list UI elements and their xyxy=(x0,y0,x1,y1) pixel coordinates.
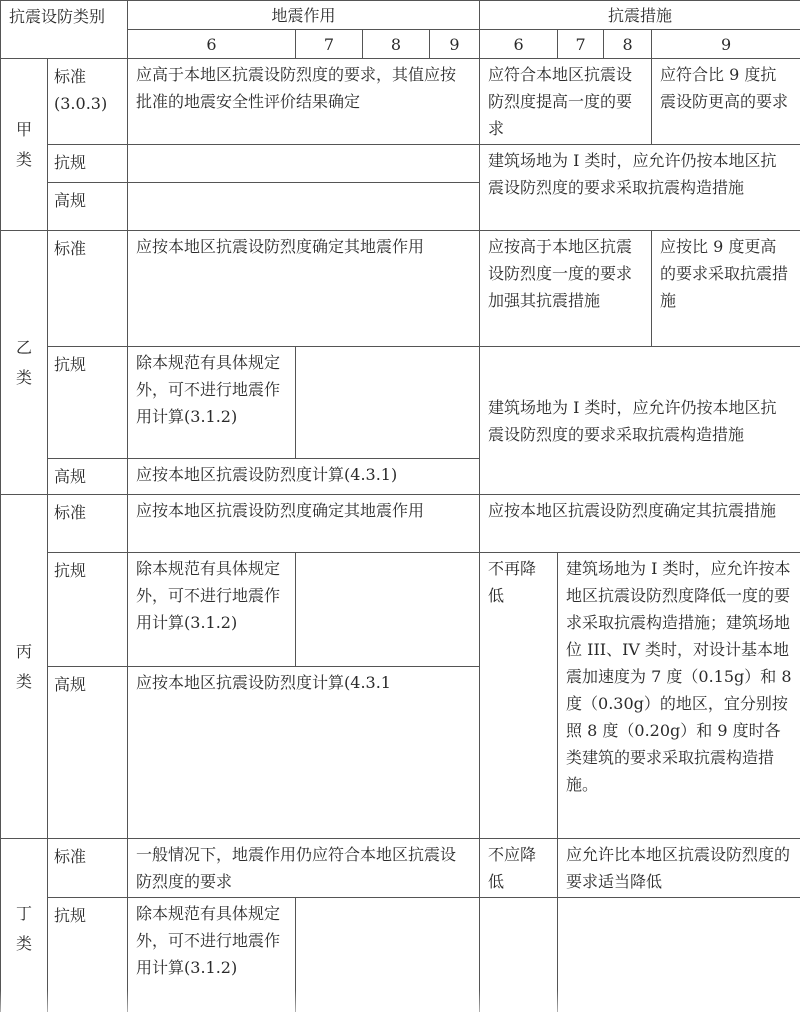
header-measure-9: 9 xyxy=(652,30,800,59)
ding-standard-action: 一般情况下，地震作用仍应符合本地区抗震设防烈度的要求 xyxy=(128,839,480,898)
jia-standard-measure-678: 应符合本地区抗震设防烈度提高一度的要求 xyxy=(480,59,652,145)
header-category: 抗震设防类别 xyxy=(1,1,128,59)
category-yi: 乙类 xyxy=(1,231,48,495)
header-action-7: 7 xyxy=(296,30,363,59)
jia-gaogui-action xyxy=(128,183,480,231)
yi-measure-site-class: 建筑场地为 I 类时，应允许仍按本地区抗震设防烈度的要求采取抗震构造措施 xyxy=(480,347,800,495)
bing-standard-measure: 应按本地区抗震设防烈度确定其抗震措施 xyxy=(480,495,800,553)
jia-gaogui-label: 高规 xyxy=(48,183,128,231)
category-ding: 丁类 xyxy=(1,839,48,1012)
jia-measure-site-class: 建筑场地为 I 类时，应允许仍按本地区抗震设防烈度的要求采取抗震构造措施 xyxy=(480,145,800,231)
bing-gaogui-label: 高规 xyxy=(48,667,128,839)
bing-kangui-label: 抗规 xyxy=(48,553,128,667)
yi-kangui-action: 除本规范有具体规定外，可不进行地震作用计算(3.1.2) xyxy=(128,347,296,459)
header-measure-6: 6 xyxy=(480,30,558,59)
header-action-6: 6 xyxy=(128,30,296,59)
yi-standard-action: 应按本地区抗震设防烈度确定其地震作用 xyxy=(128,231,480,347)
ding-measure-789: 应允许比本地区抗震设防烈度的要求适当降低 xyxy=(558,839,800,898)
bing-measure-6: 不再降低 xyxy=(480,553,558,839)
yi-gaogui-label: 高规 xyxy=(48,459,128,495)
header-seismic-measures: 抗震措施 xyxy=(480,1,800,30)
category-jia: 甲类 xyxy=(1,59,48,231)
header-measure-7: 7 xyxy=(558,30,604,59)
jia-kangui-action xyxy=(128,145,480,183)
yi-gaogui-action: 应按本地区抗震设防烈度计算(4.3.1) xyxy=(128,459,480,495)
yi-kangui-empty xyxy=(296,347,480,459)
ding-kangui-action: 除本规范有具体规定外，可不进行地震作用计算(3.1.2) xyxy=(128,898,296,1012)
bing-gaogui-action: 应按本地区抗震设防烈度计算(4.3.1 xyxy=(128,667,480,839)
yi-standard-measure-9: 应按比 9 度更高的要求采取抗震措施 xyxy=(652,231,800,347)
ding-standard-label: 标准 xyxy=(48,839,128,898)
bing-standard-action: 应按本地区抗震设防烈度确定其地震作用 xyxy=(128,495,480,553)
bing-kangui-action: 除本规范有具体规定外，可不进行地震作用计算(3.1.2) xyxy=(128,553,296,667)
header-action-8: 8 xyxy=(363,30,430,59)
bing-measure-789: 建筑场地为 I 类时，应允许按本地区抗震设防烈度降低一度的要求采取抗震构造措施；建筑场地位 III、IV 类时，对设计基本地震加速度为 7 度（0.15g）和 8 度（0.30g）的地区，宜分别按照 8 度（0.20g）和 9 度时各类建筑的要求采取抗震构造措施。 xyxy=(558,553,800,839)
ding-measure-6: 不应降低 xyxy=(480,839,558,898)
header-measure-8: 8 xyxy=(604,30,652,59)
jia-kangui-label: 抗规 xyxy=(48,145,128,183)
ding-kangui-label: 抗规 xyxy=(48,898,128,1012)
bing-standard-label: 标准 xyxy=(48,495,128,553)
header-seismic-action: 地震作用 xyxy=(128,1,480,30)
jia-standard-action: 应高于本地区抗震设防烈度的要求，其值应按批准的地震安全性评价结果确定 xyxy=(128,59,480,145)
yi-standard-label: 标准 xyxy=(48,231,128,347)
header-action-9: 9 xyxy=(430,30,480,59)
jia-standard-label: 标准 (3.0.3) xyxy=(48,59,128,145)
yi-kangui-label: 抗规 xyxy=(48,347,128,459)
bottom-fade xyxy=(0,990,800,1012)
yi-standard-measure-678: 应按高于本地区抗震设防烈度一度的要求加强其抗震措施 xyxy=(480,231,652,347)
bing-kangui-empty xyxy=(296,553,480,667)
jia-standard-measure-9: 应符合比 9 度抗震设防更高的要求 xyxy=(652,59,800,145)
category-bing: 丙类 xyxy=(1,495,48,839)
